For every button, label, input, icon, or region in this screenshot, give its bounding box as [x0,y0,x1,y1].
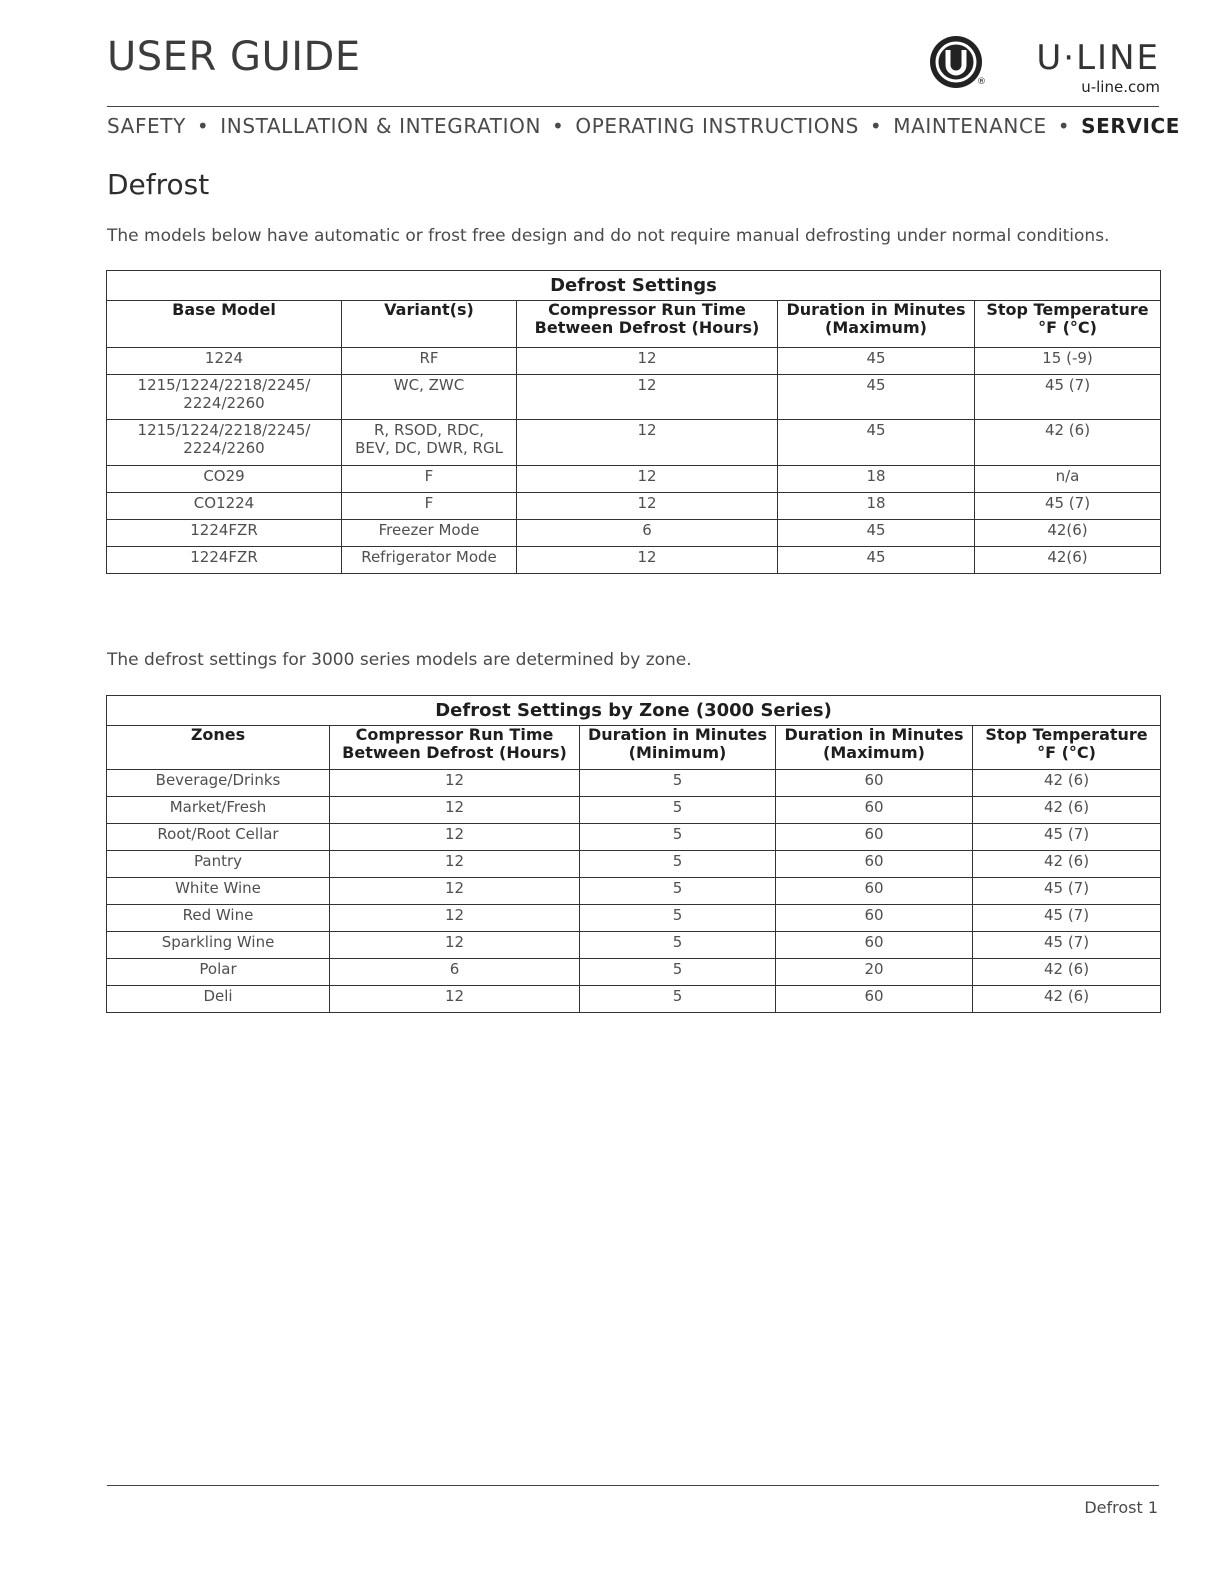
table-cell: Pantry [107,851,330,878]
table-cell: 12 [517,493,778,520]
table-cell: 5 [580,824,776,851]
table-cell: RF [342,348,517,375]
table-cell: 1224 [107,348,342,375]
defrost-settings-table [106,270,1161,574]
table-cell: 60 [776,797,973,824]
column-header: Duration in Minutes (Maximum) [778,301,975,348]
column-header: Base Model [107,301,342,348]
table-cell: 12 [517,547,778,574]
table-cell: 45 (7) [973,878,1161,905]
table-cell: 12 [517,420,778,466]
nav-item-maintenance[interactable]: MAINTENANCE [893,114,1047,138]
table-cell: Beverage/Drinks [107,770,330,797]
table-cell: 45 [778,420,975,466]
column-header: Variant(s) [342,301,517,348]
table-row [107,878,1161,905]
table-row [107,959,1161,986]
table-row [107,520,1161,547]
table-cell: 12 [517,466,778,493]
section-nav [107,114,1181,138]
table-cell: 12 [330,878,580,905]
u-line-logo-icon [928,34,984,90]
table-row [107,348,1161,375]
table-cell: 45 (7) [975,493,1161,520]
table-row [107,905,1161,932]
table-cell: 60 [776,824,973,851]
table-cell: Sparkling Wine [107,932,330,959]
table-cell: CO1224 [107,493,342,520]
table-row [107,493,1161,520]
table-cell: 60 [776,878,973,905]
column-header: Duration in Minutes (Minimum) [580,726,776,770]
table-cell: 42 (6) [975,420,1161,466]
brand-logo[interactable] [928,34,1160,94]
table-cell: 45 (7) [973,932,1161,959]
table-cell: 42 (6) [973,797,1161,824]
brand-wordmark: U·LINE [1036,38,1160,78]
table-cell: 42(6) [975,520,1161,547]
table-cell: 60 [776,932,973,959]
table-cell: n/a [975,466,1161,493]
table-row [107,932,1161,959]
table-cell: Deli [107,986,330,1013]
table-cell: 12 [330,824,580,851]
table-caption: Defrost Settings [107,271,1161,301]
table-cell: Market/Fresh [107,797,330,824]
table-cell: 45 (7) [975,375,1161,420]
table-cell: 5 [580,770,776,797]
table-row [107,851,1161,878]
column-header: Compressor Run Time Between Defrost (Hours) [517,301,778,348]
table-cell: WC, ZWC [342,375,517,420]
table-cell: 12 [330,770,580,797]
table-cell: 12 [330,905,580,932]
table-cell: 42 (6) [973,770,1161,797]
table-cell: 1224FZR [107,547,342,574]
section-title: Defrost [107,168,210,201]
zone-intro-text: The defrost settings for 3000 series models are determined by zone. [107,650,692,670]
table-row [107,375,1161,420]
table-cell: 12 [330,851,580,878]
table-cell: 42 (6) [973,959,1161,986]
table-cell: 5 [580,932,776,959]
table-cell: 5 [580,851,776,878]
table-cell: 6 [517,520,778,547]
table-cell: Freezer Mode [342,520,517,547]
table-cell: 60 [776,770,973,797]
table-cell: 15 (-9) [975,348,1161,375]
table-cell: 45 (7) [973,905,1161,932]
table-cell: 1224FZR [107,520,342,547]
table-row [107,466,1161,493]
brand-url[interactable]: u-line.com [1081,78,1160,96]
table-cell: 12 [517,375,778,420]
table-cell: 1215/1224/2218/2245/ 2224/2260 [107,420,342,466]
table-cell: 5 [580,986,776,1013]
table-cell: F [342,493,517,520]
table-cell: R, RSOD, RDC, BEV, DC, DWR, RGL [342,420,517,466]
table-row [107,420,1161,466]
table-cell: 12 [330,797,580,824]
table-cell: 45 [778,520,975,547]
table-cell: 20 [776,959,973,986]
page-header-title: USER GUIDE [107,34,361,80]
table-cell: Root/Root Cellar [107,824,330,851]
nav-separator: • [196,114,210,138]
table-cell: 1215/1224/2218/2245/ 2224/2260 [107,375,342,420]
table-cell: 45 [778,348,975,375]
column-header: Stop Temperature °F (°C) [973,726,1161,770]
header-divider [107,106,1159,107]
table-cell: 5 [580,797,776,824]
table-cell: 60 [776,905,973,932]
table-cell: 18 [778,493,975,520]
nav-item-safety[interactable]: SAFETY [107,114,186,138]
table-cell: 5 [580,878,776,905]
table-caption: Defrost Settings by Zone (3000 Series) [107,696,1161,726]
nav-item-service[interactable]: SERVICE [1081,114,1181,138]
table-row [107,797,1161,824]
column-header: Zones [107,726,330,770]
column-header: Duration in Minutes (Maximum) [776,726,973,770]
table-cell: 12 [330,932,580,959]
nav-separator: • [869,114,883,138]
table-cell: 42 (6) [973,986,1161,1013]
nav-item-operating[interactable]: OPERATING INSTRUCTIONS [575,114,859,138]
footer-divider [107,1485,1159,1486]
defrost-by-zone-table [106,695,1161,1013]
table-row [107,770,1161,797]
table-cell: CO29 [107,466,342,493]
table-cell: White Wine [107,878,330,905]
table-cell: 60 [776,851,973,878]
table-cell: 12 [330,986,580,1013]
nav-item-installation[interactable]: INSTALLATION & INTEGRATION [220,114,542,138]
table-cell: Red Wine [107,905,330,932]
table-cell: 18 [778,466,975,493]
nav-separator: • [552,114,565,138]
column-header: Compressor Run Time Between Defrost (Hours) [330,726,580,770]
nav-separator: • [1057,114,1071,138]
registered-mark: ® [977,77,986,87]
intro-text: The models below have automatic or frost free design and do not require manual defrosting under normal conditions. [107,226,1110,246]
table-cell: 60 [776,986,973,1013]
table-row [107,986,1161,1013]
table-row [107,824,1161,851]
table-cell: 45 [778,547,975,574]
column-header: Stop Temperature °F (°C) [975,301,1161,348]
page-footer: Defrost 1 [1084,1498,1158,1517]
table-cell: 45 (7) [973,824,1161,851]
table-cell: 12 [517,348,778,375]
table-cell: 5 [580,959,776,986]
table-cell: 42 (6) [973,851,1161,878]
table-cell: F [342,466,517,493]
table-cell: 42(6) [975,547,1161,574]
table-cell: 5 [580,905,776,932]
table-row [107,547,1161,574]
table-cell: 45 [778,375,975,420]
table-cell: Refrigerator Mode [342,547,517,574]
table-cell: Polar [107,959,330,986]
table-cell: 6 [330,959,580,986]
